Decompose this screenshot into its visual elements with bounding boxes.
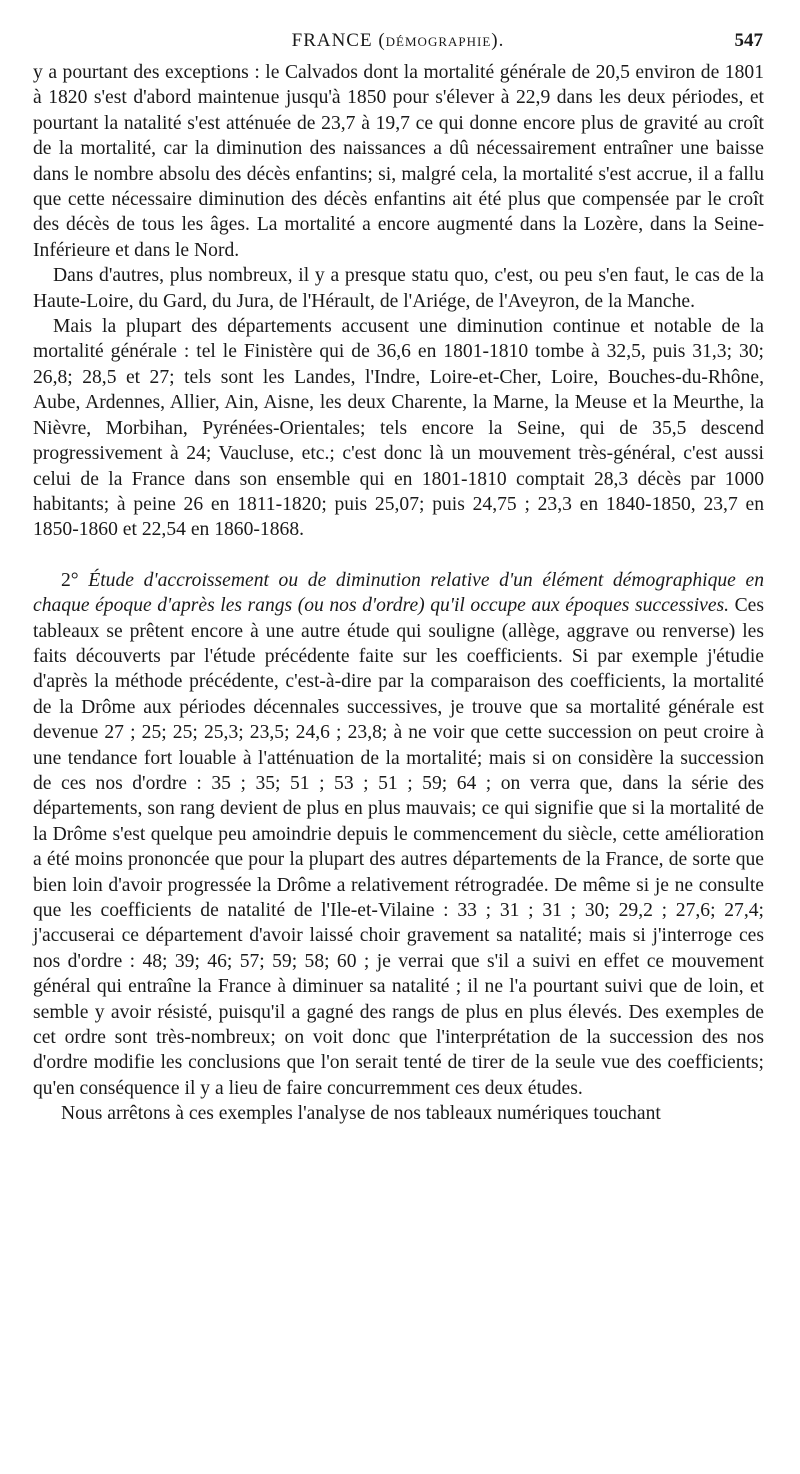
paragraph-2: Dans d'autres, plus nombreux, il y a presque statu quo, c'est, ou peu s'en faut, le cas de la Haute-Loire, du Gard, du Jura, de l'Hérault, de l'Ariége, de l'Aveyron, de la Manche. [33, 265, 764, 312]
header-title-main: FRANCE ( [291, 30, 386, 51]
paragraph-4 [33, 568, 764, 1102]
header-title-end: ). [491, 30, 505, 51]
body-text [33, 60, 764, 1127]
paragraph-1: y a pourtant des exceptions : le Calvados dont la mortalité générale de 20,5 environ de 1801 à 1820 s'est d'abord maintenue jusqu'à 1850 pour s'élever à 22,9 dans les deux périodes, et pourtant la natalité s'est atténuée de 23,7 à 19,7 ce qui donne encore plus de gravité au croît de la mortalité, car la diminution des naissances a dû nécessairement entraîner une baisse dans le nombre absolu des décès enfantins; si, malgré cela, la mortalité s'est accrue, il a fallu que cette nécessaire diminution des décès enfantins ait été plus que compensée par le croît des décès de tous les âges. La mortalité a encore augmenté dans la Lozère, dans la Seine-Inférieure et dans le Nord. [33, 62, 764, 261]
section-body: Ces tableaux se prêtent encore à une autre étude qui souligne (allège, aggrave ou renverse) les faits découverts par l'étude précédente faite sur les coefficients. Si par exemple j'étudie d'après la méthode précédente, c'est-à-dire par la comparaison des coefficients, la mortalité de la Drôme aux périodes décennales successives, je trouve que sa mortalité générale est devenue 27 ; 25; 25; 25,3; 23,5; 24,6 ; 23,8; à ne voir que cette succession on peut croire à une tendance fort louable à l'atténuation de la mortalité; mais si on considère la succession de ces nos d'ordre : 35 ; 35; 51 ; 53 ; 51 ; 59; 64 ; on verra que, dans la série des départements, son rang devient de plus en plus mauvais; ce qui signifie que si la mortalité de la Drôme s'est quelque peu amoindrie depuis le commencement du siècle, cette amélioration a été moins prononcée que pour la plupart des autres départements de la France, de sorte que bien loin d'avoir progressée la Drôme a relativement rétrogradée. De même si je ne consulte que les coefficients de natalité de l'Ile-et-Vilaine : 33 ; 31 ; 31 ; 30; 29,2 ; 27,6; 27,4; j'accuserai ce département d'avoir laissé choir gravement sa natalité; mais si j'interroge ces nos d'ordre : 48; 39; 46; 57; 59; 58; 60 ; je verrai que s'il a suivi en effet ce mouvement général qui entraîne la France à diminuer sa natalité ; il ne l'a pourtant suivi que de loin, et semble y avoir résisté, puisqu'il a gagné des rangs de plus en plus élevés. Des exemples de cet ordre sont très-nombreux; on voit donc que l'interprétation de la succession des nos d'ordre modifie les conclusions que l'on serait tenté de tirer de la seule vue des coefficients; qu'en conséquence il y a lieu de faire concurremment ces deux études. [33, 595, 764, 1099]
header-title-small: DÉMOGRAPHIE [385, 34, 492, 49]
paragraph-3: Mais la plupart des départements accusent une diminution continue et notable de la mortalité générale : tel le Finistère qui de 36,6 en 1801-1810 tombe à 32,5, puis 31,3; 30; 26,8; 28,5 et 27; tels sont les Landes, l'Indre, Loire-et-Cher, Loire, Bouches-du-Rhône, Aube, Ardennes, Allier, Ain, Aisne, les deux Charente, la Marne, la Meuse et la Meurthe, la Nièvre, Morbihan, Pyrénées-Orientales; tels encore la Seine, qui de 35,5 descend progressivement à 24; Vaucluse, etc.; c'est donc là un mouvement très-général, c'est aussi celui de la France dans son ensemble qui en 1801-1810 comptait 28,3 décès par 1000 habitants; à peine 26 en 1811-1820; puis 25,07; puis 24,75 ; 23,3 en 1840-1850, 23,7 en 1850-1860 et 22,54 en 1860-1868. [33, 316, 764, 541]
section-number: 2° [61, 569, 79, 591]
section-heading: Étude d'accroissement ou de diminution relative d'un élément démographique en chaque époque d'après les rangs (ou nos d'ordre) qu'il occupe aux époques successives. [33, 569, 764, 617]
running-header [33, 30, 763, 56]
page-number: 547 [734, 30, 763, 51]
paragraph-5: Nous arrêtons à ces exemples l'analyse de nos tableaux numériques touchant [61, 1103, 661, 1125]
header-title [33, 30, 763, 52]
